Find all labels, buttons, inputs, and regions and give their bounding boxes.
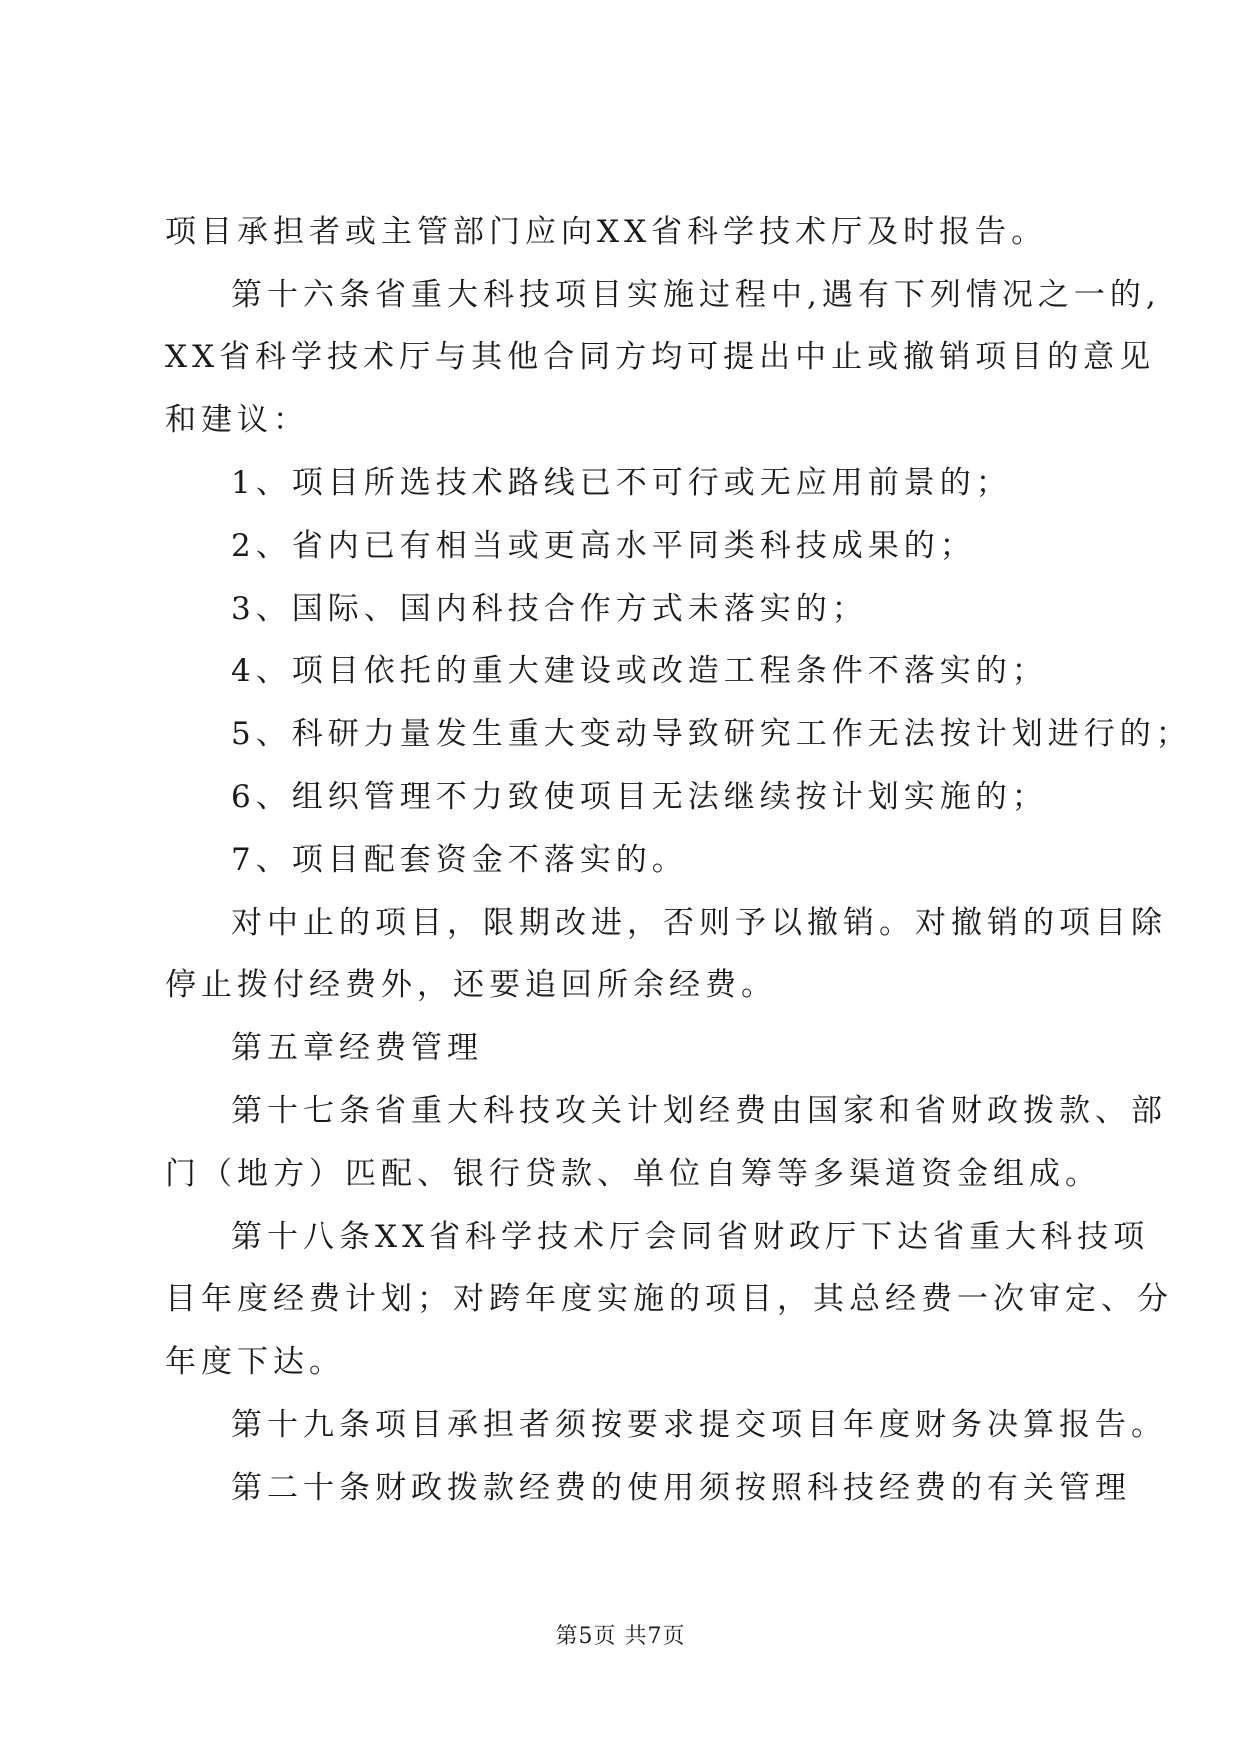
text-line: 第十八条XX省科学技术厅会同省财政厅下达省重大科技项 <box>231 1219 1150 1255</box>
text-line: 和建议： <box>165 402 309 438</box>
text-line: 第二十条财政拨款经费的使用须按照科技经费的有关管理 <box>231 1470 1131 1506</box>
chapter-heading: 第五章经费管理 <box>231 1030 483 1066</box>
text-line: XX省科学技术厅与其他合同方均可提出中止或撤销项目的意见 <box>165 339 1156 375</box>
text-line: 年度下达。 <box>165 1344 345 1380</box>
list-item: 1、项目所选技术路线已不可行或无应用前景的； <box>231 465 1012 501</box>
text-line: 停止拨付经费外，还要追回所余经费。 <box>165 967 777 1003</box>
list-item: 4、项目依托的重大建设或改造工程条件不落实的； <box>231 653 1048 689</box>
text-line: 对中止的项目，限期改进，否则予以撤销。对撤销的项目除 <box>231 905 1167 941</box>
page-number: 第5页 共7页 <box>555 1624 686 1649</box>
list-item: 3、国际、国内科技合作方式未落实的； <box>231 591 868 627</box>
text-line: 门（地方）匹配、银行贷款、单位自筹等多渠道资金组成。 <box>165 1156 1101 1192</box>
list-item: 2、省内已有相当或更高水平同类科技成果的； <box>231 528 976 564</box>
text-line: 第十九条项目承担者须按要求提交项目年度财务决算报告。 <box>231 1407 1167 1443</box>
list-item: 5、科研力量发生重大变动导致研究工作无法按计划进行的； <box>231 716 1192 752</box>
text-line: 项目承担者或主管部门应向XX省科学技术厅及时报告。 <box>165 214 1048 250</box>
text-line: 第十七条省重大科技攻关计划经费由国家和省财政拨款、部 <box>231 1093 1167 1129</box>
list-item: 7、项目配套资金不落实的。 <box>231 842 688 878</box>
text-line: 第十六条省重大科技项目实施过程中,遇有下列情况之一的, <box>231 277 1161 313</box>
list-item: 6、组织管理不力致使项目无法继续按计划实施的； <box>231 779 1048 815</box>
text-line: 目年度经费计划；对跨年度实施的项目，其总经费一次审定、分 <box>165 1281 1173 1317</box>
